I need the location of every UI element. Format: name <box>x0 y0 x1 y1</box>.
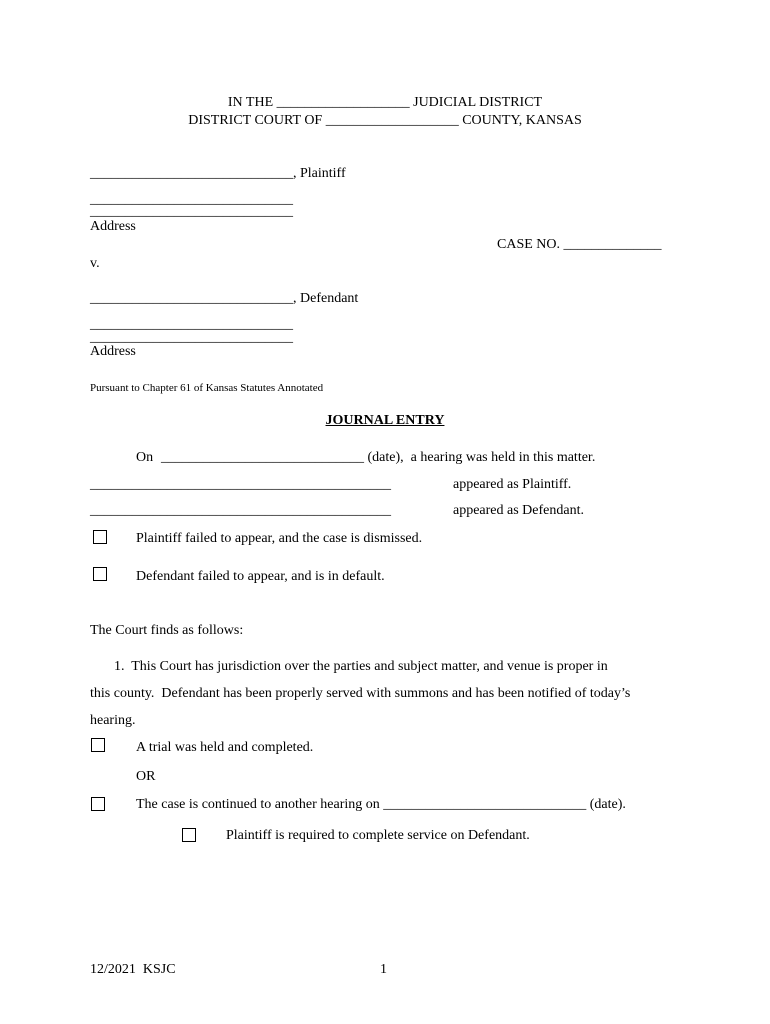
plaintiff-address-line-1[interactable]: _____________________________ <box>90 192 293 207</box>
document-title: JOURNAL ENTRY <box>325 413 445 428</box>
finding-1-line-2: this county. Defendant has been properly served with summons and has been notified of today’s <box>90 686 631 701</box>
or-label: OR <box>136 769 156 784</box>
defendant-name-line[interactable]: _____________________________, Defendant <box>90 291 359 306</box>
case-number[interactable]: CASE NO. ______________ <box>497 237 662 252</box>
service-required-label: Plaintiff is required to complete service on Defendant. <box>226 828 530 843</box>
plaintiff-failed-checkbox[interactable] <box>93 530 107 544</box>
plaintiff-failed-label: Plaintiff failed to appear, and the case is dismissed. <box>136 531 423 546</box>
hearing-on-label: On <box>136 450 154 465</box>
trial-checkbox[interactable] <box>91 738 105 752</box>
appeared-as-plaintiff: appeared as Plaintiff. <box>453 477 572 492</box>
plaintiff-name-line[interactable]: _____________________________, Plaintiff <box>90 166 346 181</box>
plaintiff-address-label: Address <box>90 219 136 234</box>
defendant-address-line-2[interactable]: _____________________________ <box>90 330 293 345</box>
trial-label: A trial was held and completed. <box>136 740 314 755</box>
footer-page-number: 1 <box>380 962 387 977</box>
plaintiff-appearance-blank[interactable]: ___________________________________________ <box>90 477 391 492</box>
hearing-date-line[interactable]: _____________________________ (date), a hearing was held in this matter. <box>161 450 596 465</box>
appeared-as-defendant: appeared as Defendant. <box>453 503 584 518</box>
plaintiff-address-line-2[interactable]: _____________________________ <box>90 204 293 219</box>
service-required-checkbox[interactable] <box>182 828 196 842</box>
defendant-failed-label: Defendant failed to appear, and is in default. <box>136 569 385 584</box>
continued-checkbox[interactable] <box>91 797 105 811</box>
court-header-line2: DISTRICT COURT OF ___________________ COUNTY, KANSAS <box>188 113 582 128</box>
defendant-appearance-blank[interactable]: ___________________________________________ <box>90 503 391 518</box>
statute-note: Pursuant to Chapter 61 of Kansas Statutes Annotated <box>90 382 324 394</box>
findings-intro: The Court finds as follows: <box>90 623 244 638</box>
defendant-address-line-1[interactable]: _____________________________ <box>90 317 293 332</box>
defendant-failed-checkbox[interactable] <box>93 567 107 581</box>
versus: v. <box>90 256 100 271</box>
finding-1-line-3: hearing. <box>90 713 136 728</box>
continued-label[interactable]: The case is continued to another hearing on _____________________________ (date). <box>136 797 626 812</box>
footer-form-code: 12/2021 KSJC <box>90 962 176 977</box>
court-header-line1: IN THE ___________________ JUDICIAL DISTRICT <box>227 95 543 110</box>
defendant-address-label: Address <box>90 344 136 359</box>
finding-1-line-1: 1. This Court has jurisdiction over the parties and subject matter, and venue is proper in <box>114 659 608 674</box>
